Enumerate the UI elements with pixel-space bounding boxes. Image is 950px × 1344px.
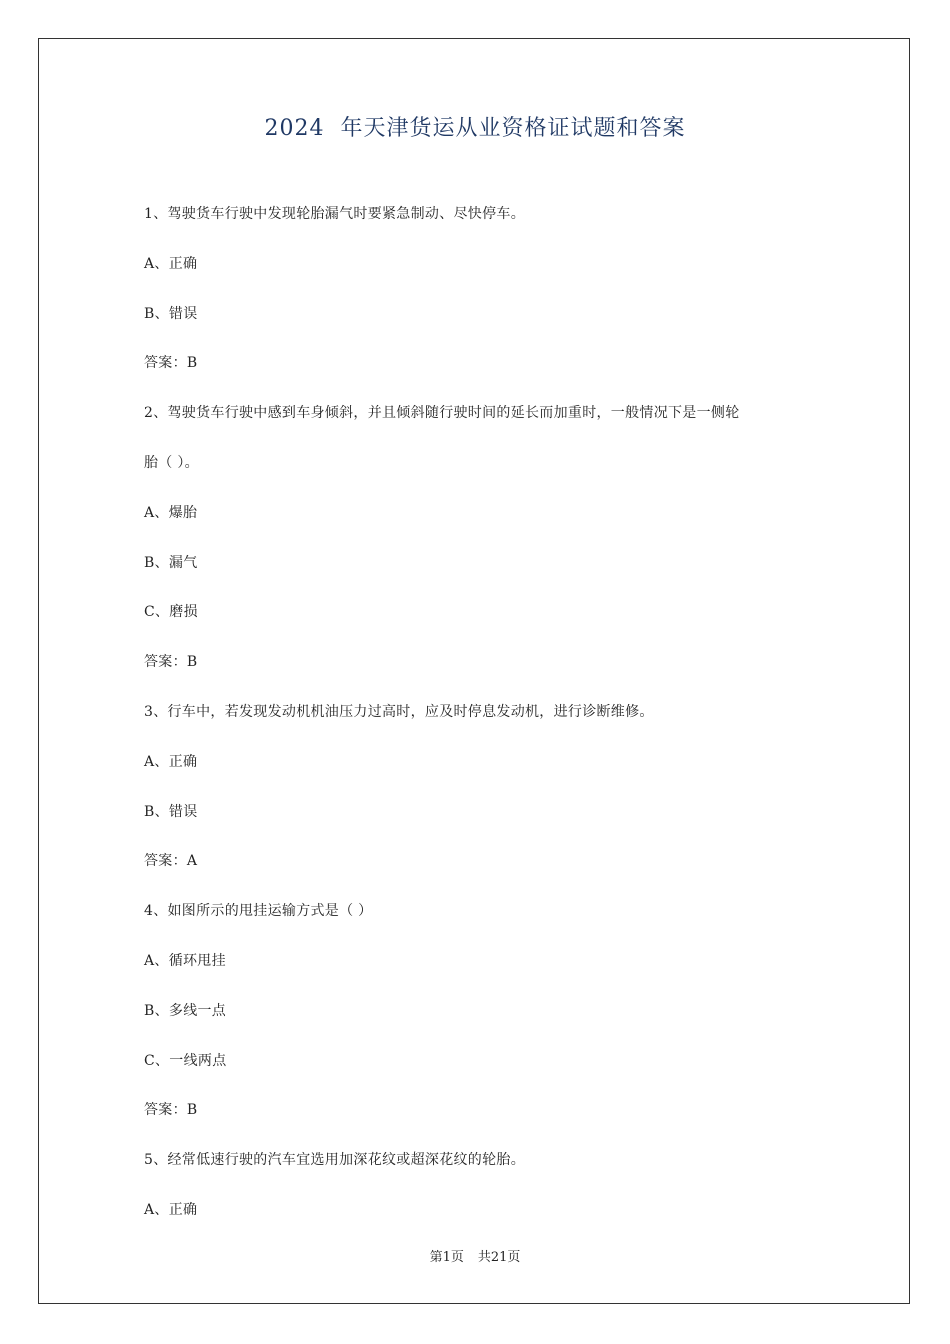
question-5-text: 5、经常低速行驶的汽车宜选用加深花纹或超深花纹的轮胎。 xyxy=(144,1152,526,1169)
question-4-text: 4、如图所示的甩挂运输方式是（ ） xyxy=(144,903,373,920)
question-1-text: 1、驾驶货车行驶中发现轮胎漏气时要紧急制动、尽快停车。 xyxy=(144,206,526,222)
question-2-option-a: A、爆胎 xyxy=(144,504,198,521)
question-1-option-b: B、错误 xyxy=(144,305,198,322)
question-1-option-a: A、正确 xyxy=(144,255,198,272)
page-footer xyxy=(0,1248,950,1268)
question-3-option-b: B、错误 xyxy=(144,803,198,820)
question-5-option-a: A、正确 xyxy=(144,1201,198,1218)
document-body xyxy=(144,199,824,1245)
question-2-text-continued: 胎（ ）。 xyxy=(144,454,199,471)
question-3-text: 3、行车中，若发现发动机机油压力过高时，应及时停息发动机，进行诊断维修。 xyxy=(144,703,654,720)
document-title: 2024 年天津货运从业资格证试题和答案 xyxy=(264,116,686,141)
question-2-text: 2、驾驶货车行驶中感到车身倾斜，并且倾斜随行驶时间的延长而加重时，一般情况下是一侧轮 xyxy=(144,405,740,422)
question-2-option-b: B、漏气 xyxy=(144,554,198,571)
question-1-answer: 答案：B xyxy=(144,355,198,372)
question-3-option-a: A、正确 xyxy=(144,753,198,770)
page-number: 第1页 xyxy=(429,1250,464,1265)
question-2-answer: 答案：B xyxy=(144,654,198,671)
question-4-answer: 答案：B xyxy=(144,1102,198,1119)
question-4-option-c: C、一线两点 xyxy=(144,1052,227,1069)
question-2-option-c: C、磨损 xyxy=(144,604,198,621)
page-total: 共21页 xyxy=(477,1250,521,1265)
question-4-option-a: A、循环甩挂 xyxy=(144,952,226,969)
question-3-answer: 答案：A xyxy=(144,853,198,870)
question-4-option-b: B、多线一点 xyxy=(144,1002,227,1019)
